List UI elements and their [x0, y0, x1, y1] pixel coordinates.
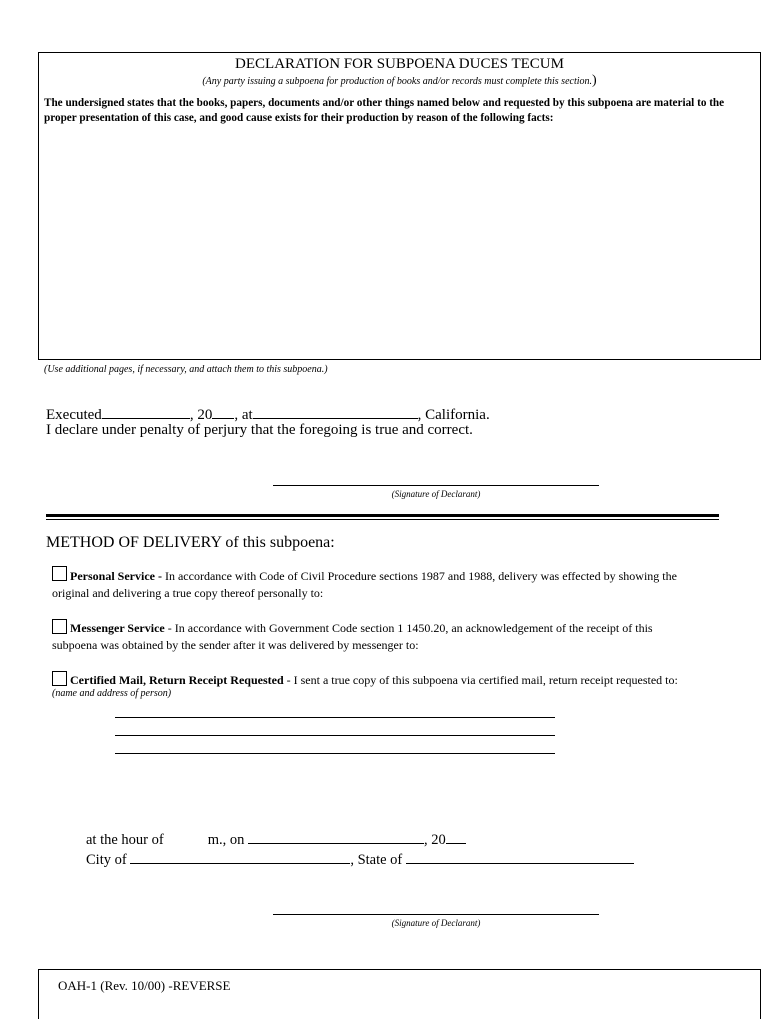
at-the-hour-of-label: at the hour of — [86, 832, 164, 848]
declaration-body: The undersigned states that the books, papers, documents and/or other things named below and requested by this subpoena are material to the proper presentation of this case, and good cause exists for their production by reason of the following facts: — [44, 97, 725, 124]
declaration-facts-field[interactable] — [44, 130, 760, 356]
name-address-note: (name and address of person) — [52, 688, 172, 699]
certified-mail-option — [52, 672, 752, 689]
executed-date-field[interactable] — [102, 404, 190, 419]
footer-box — [38, 969, 761, 1019]
perjury-statement: I declare under penalty of perjury that the foregoing is true and correct. — [46, 422, 473, 438]
certified-mail-label: Certified Mail, Return Receipt Requested — [70, 673, 284, 687]
address-line-3[interactable] — [115, 753, 555, 754]
delivery-year-field[interactable] — [446, 829, 466, 844]
personal-service-text-1: In accordance with Code of Civil Procedure sections 1987 and 1988, delivery was effected by showing the — [161, 569, 677, 583]
section-divider-thick — [46, 514, 719, 517]
address-line-1[interactable] — [115, 717, 555, 718]
city-of-label: City of — [86, 852, 127, 868]
california-label: , California. — [417, 407, 490, 423]
form-id: OAH-1 (Rev. 10/00) -REVERSE — [58, 978, 231, 993]
declaration-subtitle-text: (Any party issuing a subpoena for production of books and/or records must complete this section. — [202, 76, 592, 87]
hour-date-line — [86, 829, 466, 849]
comma-at-label: , at — [234, 407, 253, 423]
declaration-subtitle-paren: ) — [592, 73, 597, 88]
delivery-comma-twenty: , 20 — [424, 832, 446, 848]
m-on-label: m., on — [207, 832, 245, 848]
city-field[interactable] — [130, 849, 350, 864]
certified-mail-text-1: - I sent a true copy of this subpoena via certified mail, return receipt requested to: — [283, 673, 678, 687]
executed-label: Executed — [46, 407, 102, 423]
personal-service-label: Personal Service - — [70, 569, 162, 583]
declaration-subtitle — [38, 73, 761, 89]
state-of-label: , State of — [350, 852, 403, 868]
comma-twenty-label: , 20 — [189, 407, 213, 423]
executed-line — [46, 404, 490, 424]
signature-label-1: (Signature of Declarant) — [391, 489, 481, 499]
signature-line-1[interactable] — [273, 485, 599, 486]
declaration-title: DECLARATION FOR SUBPOENA DUCES TECUM — [235, 56, 564, 72]
messenger-service-text-1: - In accordance with Government Code section 1 1450.20, an acknowledgement of the receipt of this — [164, 621, 653, 635]
section-divider-thin — [46, 519, 719, 520]
executed-place-field[interactable] — [253, 404, 418, 419]
signature-line-2[interactable] — [273, 914, 599, 915]
address-line-2[interactable] — [115, 735, 555, 736]
messenger-service-label: Messenger Service — [70, 621, 165, 635]
messenger-service-text-2: subpoena was obtained by the sender after it was delivered by messenger to: — [52, 638, 419, 652]
delivery-date-field[interactable] — [248, 829, 424, 844]
state-field[interactable] — [406, 849, 634, 864]
signature-label-2: (Signature of Declarant) — [391, 918, 481, 928]
personal-service-text-2: original and delivering a true copy thereof personally to: — [52, 586, 324, 600]
personal-service-option — [52, 568, 752, 602]
method-of-delivery-title: METHOD OF DELIVERY of this subpoena: — [46, 534, 335, 551]
executed-year-field[interactable] — [212, 404, 234, 419]
additional-pages-note: (Use additional pages, if necessary, and attach them to this subpoena.) — [44, 364, 328, 375]
messenger-service-option — [52, 620, 752, 654]
city-state-line — [86, 849, 634, 869]
